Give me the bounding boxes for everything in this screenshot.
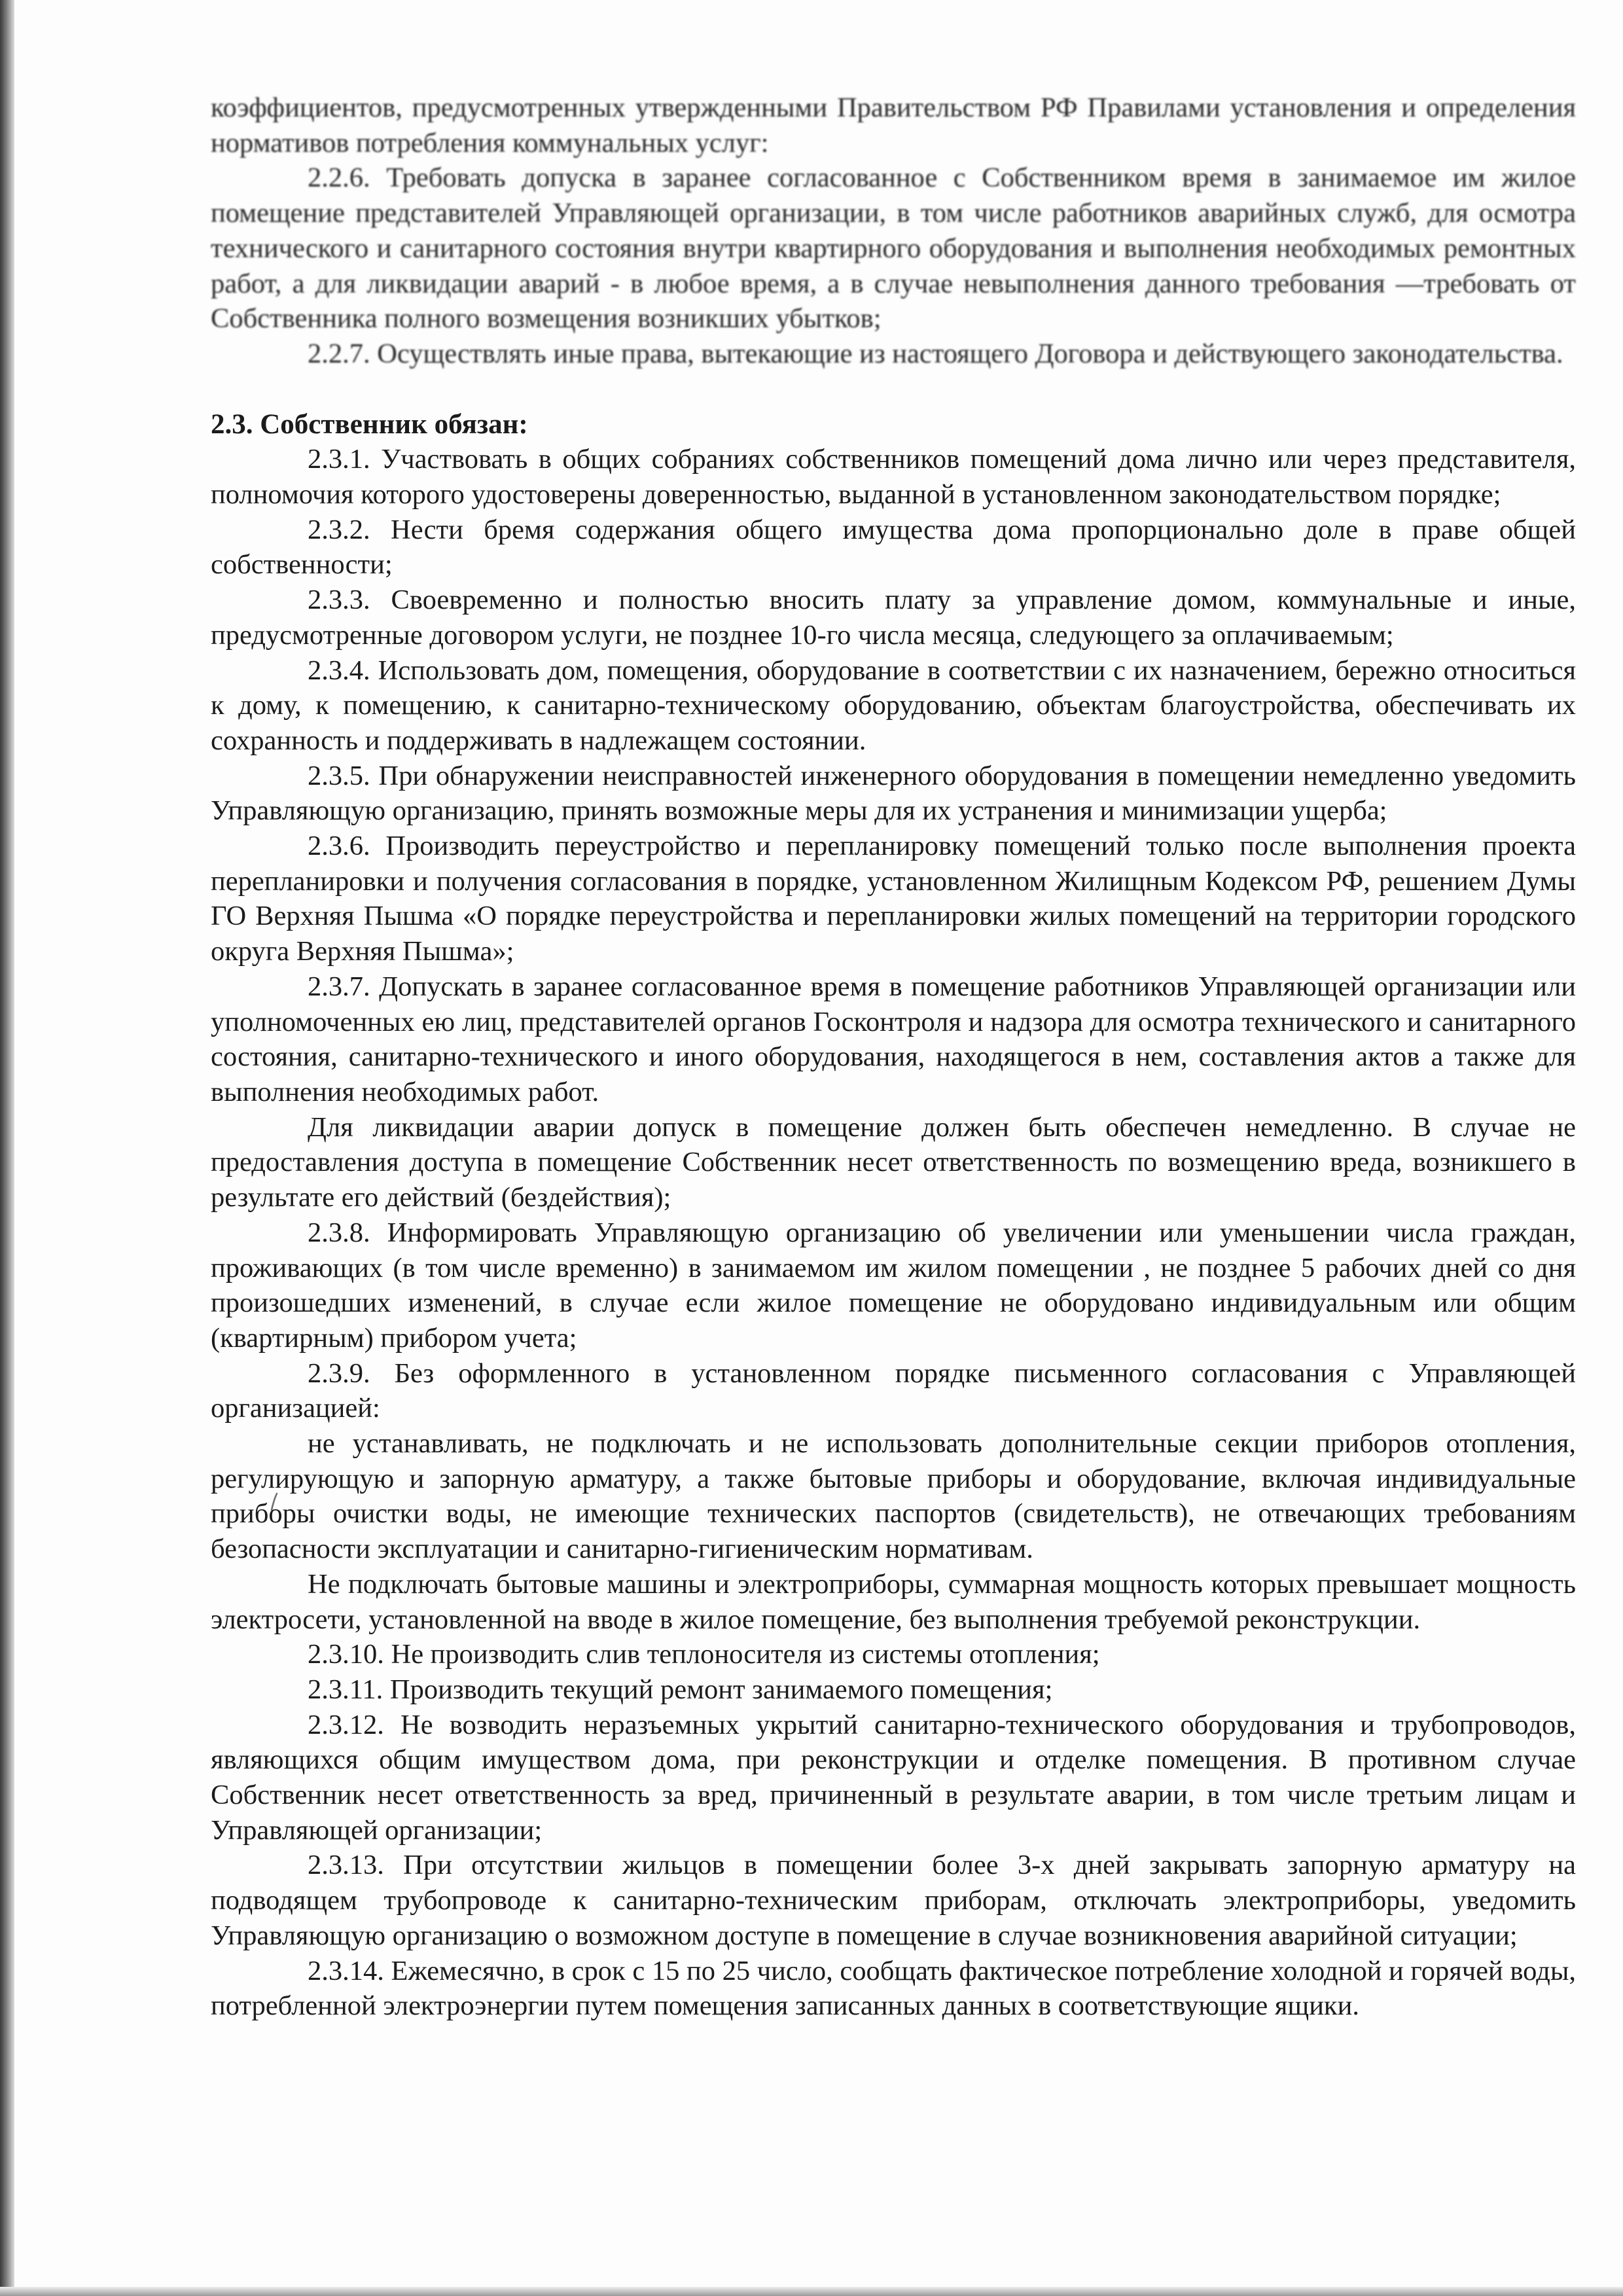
paragraph-2-3-10: 2.3.10. Не производить слив теплоносителя из системы отопления; [308,1639,1100,1670]
paragraph-2-3-6: 2.3.6. Производить переустройство и перепланировку помещений только после выполнения проекта перепланировки и получения согласования в порядке, установленном Жилищным Кодексом РФ, решением Думы ГО Верхняя Пышма «О порядке переустройства и перепланировки жилых помещений на территории городского округа Верхняя Пышма»; [211,831,1576,967]
paragraph-2-3-13: 2.3.13. При отсутствии жильцов в помещении более 3-х дней закрывать запорную арматуру на подводящем трубопроводе к санитарно-техническим приборам, отключать электроприборы, уведомить Управляющую организацию о возможном доступе в помещение в случае возникновения аварийной ситуации; [211,1850,1576,1951]
section-heading: 2.3. Собственник обязан: [211,408,528,440]
paragraph-2-3-1: 2.3.1. Участвовать в общих собраниях собственников помещений дома лично или через представителя, полномочия которого удостоверены доверенностью, выданной в установленном законодательством порядке; [211,444,1576,511]
section-spacer [211,372,1576,407]
paragraph-2-2-7: 2.2.7. Осуществлять иные права, вытекающие из настоящего Договора и действующего законодательства. [308,338,1563,369]
paragraph-2-3-3: 2.3.3. Своевременно и полностью вносить плату за управление домом, коммунальные и иные, предусмотренные договором услуги, не позднее 10-го числа месяца, следующего за оплачиваемым; [211,584,1576,651]
paragraph-2-3-8: 2.3.8. Информировать Управляющую организацию об увеличении или уменьшении числа граждан, проживающих (в том числе временно) в занимаемом им жилом помещении , не позднее 5 рабочих дней со дня произошедших изменений, в случае если жилое помещение не оборудовано индивидуальным или общим (квартирным) прибором учета; [211,1217,1576,1354]
pen-mark-icon [270,1492,279,1512]
paragraph-no-install: не устанавливать, не подключать и не использовать дополнительные секции приборов отопления, регулирующую и запорную арматуру, а также бытовые приборы и оборудование, включая индивидуальные приборы очистки воды, не имеющие технических паспортов (свидетельств), не отвечающих требованиям безопасности эксплуатации и санитарно-гигиеническим нормативам. [211,1428,1576,1565]
paragraph-2-3-9: 2.3.9. Без оформленного в установленном порядке письменного согласования с Управляющей организацией: [211,1357,1576,1424]
scan-bottom-edge [0,2287,1623,2296]
paragraph-2-3-2: 2.3.2. Нести бремя содержания общего имущества дома пропорционально доле в праве общей собственности; [211,514,1576,581]
paragraph-no-appliances: Не подключать бытовые машины и электроприборы, суммарная мощность которых превышает мощность электросети, установленной на вводе в жилое помещение, без выполнения требуемой реконструкции. [211,1568,1576,1635]
paragraph-emergency-access: Для ликвидации аварии допуск в помещение должен быть обеспечен немедленно. В случае не предоставления доступа в помещение Собственник несет ответственность по возмещению вреда, возникшего в результате его действий (бездействия); [211,1111,1576,1213]
paragraph-2-3-11: 2.3.11. Производить текущий ремонт занимаемого помещения; [308,1674,1053,1705]
scan-left-edge [0,0,14,2296]
paragraph-continuation: коэффициентов, предусмотренных утвержденными Правительством РФ Правилами установления и определения нормативов потребления коммунальных услуг: [211,92,1576,158]
paragraph-2-3-14: 2.3.14. Ежемесячно, в срок с 15 по 25 число, сообщать фактическое потребление холодной и горячей воды, потребленной электроэнергии путем помещения записанных данных в соответствующие ящики. [211,1955,1576,2022]
paragraph-2-3-12: 2.3.12. Не возводить неразъемных укрытий санитарно-технического оборудования и трубопроводов, являющихся общим имуществом дома, при реконструкции и отделке помещения. В противном случае Собственник несет ответственность за вред, причиненный в результате аварии, в том числе третьим лицам и Управляющей организации; [211,1709,1576,1846]
paragraph-2-3-7: 2.3.7. Допускать в заранее согласованное время в помещение работников Управляющей организации или уполномоченных ею лиц, представителей органов Госконтроля и надзора для осмотра технического и санитарного состояния, санитарно-технического и иного оборудования, находящегося в нем, составления актов а также для выполнения необходимых работ. [211,971,1576,1107]
paragraph-2-2-6: 2.2.6. Требовать допуска в заранее согласованное с Собственником время в занимаемое им жилое помещение представителей Управляющей организации, в том числе работников аварийных служб, для осмотра технического и санитарного состояния внутри квартирного оборудования и выполнения необходимых ремонтных работ, а для ликвидации аварий - в любое время, а в случае невыполнения данного требования —требовать от Собственника полного возмещения возникших убытков; [211,162,1576,334]
document-body [211,90,1576,2024]
paragraph-2-3-5: 2.3.5. При обнаружении неисправностей инженерного оборудования в помещении немедленно уведомить Управляющую организацию, принять возможные меры для их устранения и минимизации ущерба; [211,760,1576,827]
paragraph-2-3-4: 2.3.4. Использовать дом, помещения, оборудование в соответствии с их назначением, бережно относиться к дому, к помещению, к санитарно-техническому оборудованию, объектам благоустройства, обеспечивать их сохранность и поддерживать в надлежащем состоянии. [211,655,1576,756]
